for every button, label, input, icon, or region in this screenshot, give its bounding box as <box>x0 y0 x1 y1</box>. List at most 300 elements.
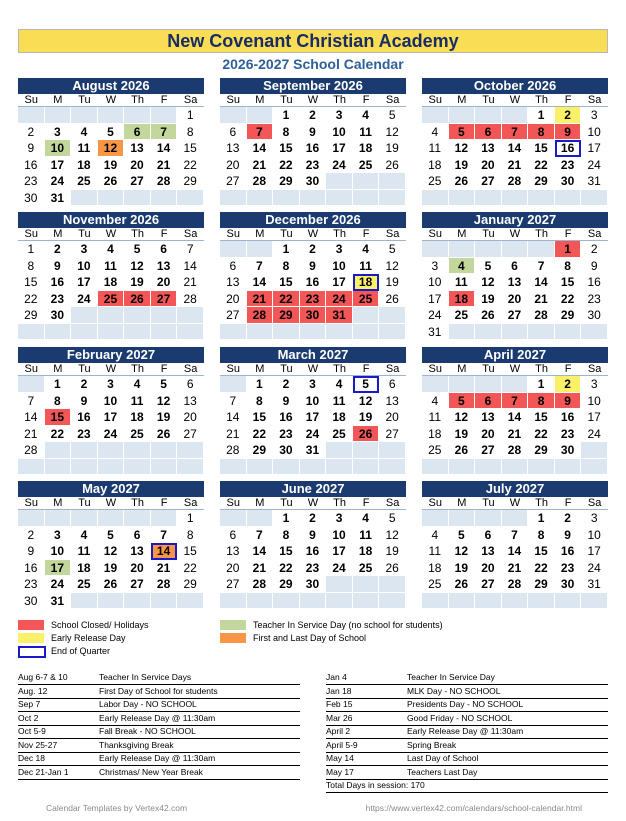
empty-day-cell <box>422 190 449 207</box>
event-row <box>326 712 608 726</box>
day-cell: 7 <box>220 393 247 410</box>
day-cell: 26 <box>98 576 125 593</box>
weekday-label: Th <box>528 228 555 241</box>
event-row <box>18 671 300 685</box>
empty-day-cell <box>98 593 125 610</box>
empty-day-cell <box>449 593 476 610</box>
day-cell: 7 <box>502 393 529 410</box>
month-day-grid <box>220 228 406 340</box>
weekday-label: Tu <box>71 497 98 510</box>
day-cell: 25 <box>353 157 380 174</box>
event-row <box>18 766 300 780</box>
empty-day-cell <box>247 459 274 476</box>
day-cell: 15 <box>18 274 45 291</box>
day-cell: 25 <box>71 576 98 593</box>
empty-day-cell <box>18 510 45 527</box>
day-cell: 6 <box>124 124 151 141</box>
month-march-2027 <box>220 347 406 475</box>
day-cell: 4 <box>353 241 380 258</box>
day-cell: 24 <box>581 560 608 577</box>
empty-day-cell <box>502 190 529 207</box>
weekday-label: M <box>449 228 476 241</box>
empty-day-cell <box>528 593 555 610</box>
day-cell: 2 <box>555 510 582 527</box>
day-cell: 4 <box>353 107 380 124</box>
empty-day-cell <box>326 593 353 610</box>
day-cell: 28 <box>247 576 274 593</box>
empty-day-cell <box>422 241 449 258</box>
day-cell: 26 <box>379 157 406 174</box>
day-cell: 13 <box>124 140 151 157</box>
day-cell: 4 <box>422 124 449 141</box>
day-cell: 1 <box>177 107 204 124</box>
empty-day-cell <box>300 593 327 610</box>
day-cell: 27 <box>475 173 502 190</box>
empty-day-cell <box>124 324 151 341</box>
weekday-label: Su <box>422 228 449 241</box>
month-day-grid <box>18 228 204 340</box>
day-cell: 1 <box>273 241 300 258</box>
empty-day-cell <box>326 173 353 190</box>
day-cell: 14 <box>151 140 178 157</box>
day-cell: 23 <box>300 291 327 308</box>
day-cell: 17 <box>98 409 125 426</box>
day-cell: 25 <box>353 291 380 308</box>
day-cell: 9 <box>555 527 582 544</box>
day-cell: 20 <box>379 409 406 426</box>
day-cell: 15 <box>177 140 204 157</box>
weekday-label: Th <box>528 363 555 376</box>
weekday-label: Su <box>422 94 449 107</box>
day-cell: 15 <box>247 409 274 426</box>
month-november-2026 <box>18 212 204 340</box>
day-cell: 28 <box>18 442 45 459</box>
weekday-label: Sa <box>581 497 608 510</box>
day-cell: 3 <box>45 527 72 544</box>
day-cell: 11 <box>422 409 449 426</box>
empty-day-cell <box>502 376 529 393</box>
empty-day-cell <box>273 593 300 610</box>
day-cell: 13 <box>177 393 204 410</box>
day-cell: 9 <box>300 258 327 275</box>
event-row <box>18 712 300 726</box>
day-cell: 18 <box>71 157 98 174</box>
event-date: May 14 <box>326 753 354 763</box>
empty-day-cell <box>449 459 476 476</box>
weekday-label: F <box>353 94 380 107</box>
month-day-grid <box>422 497 608 609</box>
legend-swatch-quarter <box>18 646 46 658</box>
empty-day-cell <box>379 190 406 207</box>
empty-day-cell <box>353 324 380 341</box>
day-cell: 18 <box>353 543 380 560</box>
day-cell: 9 <box>555 124 582 141</box>
day-cell: 15 <box>528 409 555 426</box>
empty-day-cell <box>326 459 353 476</box>
weekday-label: W <box>98 94 125 107</box>
legend-label-closed: School Closed/ Holidays <box>51 620 149 630</box>
day-cell: 24 <box>45 576 72 593</box>
day-cell: 22 <box>177 560 204 577</box>
day-cell: 27 <box>124 576 151 593</box>
day-cell: 23 <box>273 426 300 443</box>
day-cell: 5 <box>98 124 125 141</box>
empty-day-cell <box>422 376 449 393</box>
month-header: September 2026 <box>220 78 406 94</box>
day-cell: 9 <box>581 258 608 275</box>
weekday-label: Tu <box>71 363 98 376</box>
empty-day-cell <box>502 510 529 527</box>
empty-day-cell <box>475 324 502 341</box>
empty-day-cell <box>177 324 204 341</box>
day-cell: 8 <box>273 527 300 544</box>
empty-day-cell <box>379 307 406 324</box>
day-cell: 21 <box>502 157 529 174</box>
weekday-label: Th <box>124 94 151 107</box>
weekday-label: Tu <box>71 228 98 241</box>
empty-day-cell <box>502 593 529 610</box>
day-cell: 14 <box>247 140 274 157</box>
day-cell: 18 <box>422 426 449 443</box>
empty-day-cell <box>45 442 72 459</box>
day-cell: 7 <box>502 527 529 544</box>
day-cell: 22 <box>45 426 72 443</box>
day-cell: 16 <box>71 409 98 426</box>
empty-day-cell <box>502 324 529 341</box>
day-cell: 9 <box>273 393 300 410</box>
day-cell: 29 <box>273 576 300 593</box>
day-cell: 28 <box>177 291 204 308</box>
weekday-label: Su <box>18 94 45 107</box>
day-cell: 7 <box>528 258 555 275</box>
day-cell: 18 <box>98 274 125 291</box>
day-cell: 29 <box>177 576 204 593</box>
month-day-grid <box>422 228 608 340</box>
empty-day-cell <box>220 459 247 476</box>
day-cell: 4 <box>422 527 449 544</box>
empty-day-cell <box>528 241 555 258</box>
empty-day-cell <box>45 459 72 476</box>
weekday-label: F <box>555 363 582 376</box>
weekday-label: Tu <box>475 497 502 510</box>
empty-day-cell <box>449 510 476 527</box>
event-text: Early Release Day @ 11:30am <box>407 726 524 736</box>
day-cell: 13 <box>475 140 502 157</box>
empty-day-cell <box>151 459 178 476</box>
day-cell: 19 <box>449 157 476 174</box>
empty-day-cell <box>353 190 380 207</box>
weekday-label: Th <box>528 497 555 510</box>
day-cell: 29 <box>273 173 300 190</box>
weekday-label: W <box>502 497 529 510</box>
day-cell: 31 <box>581 576 608 593</box>
day-cell: 25 <box>449 307 476 324</box>
event-text: Spring Break <box>407 739 457 750</box>
day-cell: 1 <box>45 376 72 393</box>
day-cell: 12 <box>353 393 380 410</box>
day-cell: 22 <box>273 560 300 577</box>
event-date: Dec 21-Jan 1 <box>18 766 69 777</box>
legend-label-inservice: Teacher In Service Day (no school for students) <box>253 620 443 630</box>
day-cell: 18 <box>326 409 353 426</box>
legend-label-early: Early Release Day <box>51 633 126 643</box>
empty-day-cell <box>124 307 151 324</box>
day-cell: 8 <box>18 258 45 275</box>
weekday-label: W <box>300 94 327 107</box>
events-list-left <box>18 671 300 806</box>
empty-day-cell <box>326 576 353 593</box>
month-december-2026 <box>220 212 406 340</box>
empty-day-cell <box>220 376 247 393</box>
day-cell: 23 <box>555 426 582 443</box>
legend-swatch-inservice <box>220 620 246 630</box>
day-cell: 6 <box>475 393 502 410</box>
month-header: February 2027 <box>18 347 204 363</box>
day-cell: 22 <box>555 291 582 308</box>
empty-day-cell <box>220 324 247 341</box>
empty-day-cell <box>71 107 98 124</box>
day-cell: 12 <box>379 258 406 275</box>
day-cell: 27 <box>475 442 502 459</box>
empty-day-cell <box>326 442 353 459</box>
month-may-2027 <box>18 481 204 609</box>
empty-day-cell <box>528 190 555 207</box>
weekday-label: F <box>353 497 380 510</box>
empty-day-cell <box>502 107 529 124</box>
day-cell: 13 <box>379 393 406 410</box>
legend-label-firstlast: First and Last Day of School <box>253 633 367 643</box>
empty-day-cell <box>71 190 98 207</box>
day-cell: 5 <box>379 107 406 124</box>
weekday-label: W <box>502 363 529 376</box>
day-cell: 17 <box>45 157 72 174</box>
day-cell: 20 <box>220 157 247 174</box>
weekday-label: M <box>449 94 476 107</box>
day-cell: 2 <box>18 527 45 544</box>
weekday-label: F <box>353 228 380 241</box>
day-cell: 10 <box>422 274 449 291</box>
month-header: May 2027 <box>18 481 204 497</box>
day-cell: 10 <box>581 124 608 141</box>
day-cell: 14 <box>151 543 178 560</box>
day-cell: 17 <box>581 543 608 560</box>
weekday-label: Th <box>326 94 353 107</box>
day-cell: 30 <box>555 442 582 459</box>
day-cell: 24 <box>581 157 608 174</box>
empty-day-cell <box>18 459 45 476</box>
empty-day-cell <box>71 593 98 610</box>
empty-day-cell <box>475 376 502 393</box>
day-cell: 4 <box>98 241 125 258</box>
day-cell: 15 <box>273 140 300 157</box>
event-row <box>326 752 608 766</box>
weekday-label: Th <box>124 497 151 510</box>
day-cell: 18 <box>71 560 98 577</box>
day-cell: 2 <box>273 376 300 393</box>
weekday-label: Sa <box>177 94 204 107</box>
day-cell: 12 <box>124 258 151 275</box>
empty-day-cell <box>475 107 502 124</box>
weekday-label: Su <box>422 363 449 376</box>
day-cell: 11 <box>98 258 125 275</box>
day-cell: 25 <box>353 560 380 577</box>
empty-day-cell <box>124 593 151 610</box>
event-text: Teachers Last Day <box>407 766 478 777</box>
day-cell: 29 <box>177 173 204 190</box>
day-cell: 14 <box>220 409 247 426</box>
day-cell: 6 <box>220 527 247 544</box>
day-cell: 26 <box>475 307 502 324</box>
day-cell: 25 <box>422 442 449 459</box>
legend-swatch-firstlast <box>220 633 246 643</box>
day-cell: 31 <box>326 307 353 324</box>
day-cell: 24 <box>98 426 125 443</box>
day-cell: 27 <box>379 426 406 443</box>
day-cell: 10 <box>71 258 98 275</box>
day-cell: 2 <box>555 107 582 124</box>
empty-day-cell <box>528 324 555 341</box>
empty-day-cell <box>98 307 125 324</box>
weekday-label: F <box>353 363 380 376</box>
day-cell: 8 <box>528 124 555 141</box>
day-cell: 5 <box>449 124 476 141</box>
weekday-label: Su <box>220 228 247 241</box>
weekday-label: Sa <box>177 228 204 241</box>
day-cell: 16 <box>555 140 582 157</box>
month-day-grid <box>422 94 608 206</box>
empty-day-cell <box>177 459 204 476</box>
event-text: Teacher In Service Days <box>99 672 192 682</box>
empty-day-cell <box>353 593 380 610</box>
empty-day-cell <box>247 593 274 610</box>
empty-day-cell <box>353 576 380 593</box>
weekday-label: W <box>300 363 327 376</box>
day-cell: 28 <box>502 442 529 459</box>
day-cell: 12 <box>449 409 476 426</box>
weekday-label: Su <box>18 497 45 510</box>
day-cell: 5 <box>151 376 178 393</box>
day-cell: 28 <box>502 576 529 593</box>
day-cell: 28 <box>151 173 178 190</box>
day-cell: 6 <box>124 527 151 544</box>
total-divider <box>326 792 608 793</box>
day-cell: 4 <box>353 510 380 527</box>
day-cell: 6 <box>220 258 247 275</box>
day-cell: 30 <box>300 173 327 190</box>
weekday-label: Su <box>220 363 247 376</box>
day-cell: 26 <box>151 426 178 443</box>
day-cell: 10 <box>300 393 327 410</box>
month-october-2026 <box>422 78 608 206</box>
day-cell: 18 <box>353 274 380 291</box>
day-cell: 27 <box>124 173 151 190</box>
weekday-label: M <box>45 94 72 107</box>
day-cell: 5 <box>379 241 406 258</box>
day-cell: 25 <box>98 291 125 308</box>
day-cell: 1 <box>528 107 555 124</box>
weekday-label: W <box>502 94 529 107</box>
day-cell: 29 <box>555 307 582 324</box>
empty-day-cell <box>449 190 476 207</box>
empty-day-cell <box>353 442 380 459</box>
weekday-label: W <box>98 363 125 376</box>
empty-day-cell <box>151 442 178 459</box>
month-header: October 2026 <box>422 78 608 94</box>
empty-day-cell <box>449 241 476 258</box>
empty-day-cell <box>177 307 204 324</box>
day-cell: 5 <box>124 241 151 258</box>
month-header: December 2026 <box>220 212 406 228</box>
day-cell: 3 <box>326 107 353 124</box>
empty-day-cell <box>555 593 582 610</box>
day-cell: 3 <box>45 124 72 141</box>
empty-day-cell <box>581 442 608 459</box>
day-cell: 3 <box>581 510 608 527</box>
empty-day-cell <box>124 190 151 207</box>
event-text: MLK Day - NO SCHOOL <box>407 685 501 696</box>
day-cell: 27 <box>475 576 502 593</box>
day-cell: 19 <box>475 291 502 308</box>
weekday-label: M <box>45 497 72 510</box>
day-cell: 2 <box>45 241 72 258</box>
day-cell: 19 <box>124 274 151 291</box>
empty-day-cell <box>71 442 98 459</box>
empty-day-cell <box>449 324 476 341</box>
event-date: Mar 26 <box>326 712 353 723</box>
day-cell: 16 <box>18 560 45 577</box>
day-cell: 11 <box>353 258 380 275</box>
empty-day-cell <box>151 510 178 527</box>
day-cell: 28 <box>151 576 178 593</box>
day-cell: 12 <box>379 527 406 544</box>
day-cell: 3 <box>98 376 125 393</box>
day-cell: 21 <box>18 426 45 443</box>
day-cell: 20 <box>124 157 151 174</box>
empty-day-cell <box>273 324 300 341</box>
empty-day-cell <box>71 307 98 324</box>
day-cell: 7 <box>177 241 204 258</box>
event-text: Good Friday - NO SCHOOL <box>407 712 513 723</box>
empty-day-cell <box>581 190 608 207</box>
weekday-label: Sa <box>581 94 608 107</box>
weekday-label: Tu <box>273 228 300 241</box>
day-cell: 20 <box>475 426 502 443</box>
month-day-grid <box>220 363 406 475</box>
weekday-label: Su <box>18 228 45 241</box>
weekday-label: M <box>247 94 274 107</box>
empty-day-cell <box>177 593 204 610</box>
day-cell: 21 <box>151 560 178 577</box>
day-cell: 15 <box>273 543 300 560</box>
weekday-label: Th <box>326 363 353 376</box>
day-cell: 12 <box>151 393 178 410</box>
empty-day-cell <box>422 510 449 527</box>
day-cell: 24 <box>326 291 353 308</box>
empty-day-cell <box>449 376 476 393</box>
empty-day-cell <box>581 324 608 341</box>
day-cell: 25 <box>422 576 449 593</box>
day-cell: 9 <box>18 140 45 157</box>
day-cell: 17 <box>422 291 449 308</box>
weekday-label: F <box>555 94 582 107</box>
day-cell: 8 <box>247 393 274 410</box>
month-header: April 2027 <box>422 347 608 363</box>
day-cell: 10 <box>581 527 608 544</box>
empty-day-cell <box>124 107 151 124</box>
event-date: Dec 18 <box>18 753 45 763</box>
empty-day-cell <box>379 442 406 459</box>
day-cell: 25 <box>124 426 151 443</box>
